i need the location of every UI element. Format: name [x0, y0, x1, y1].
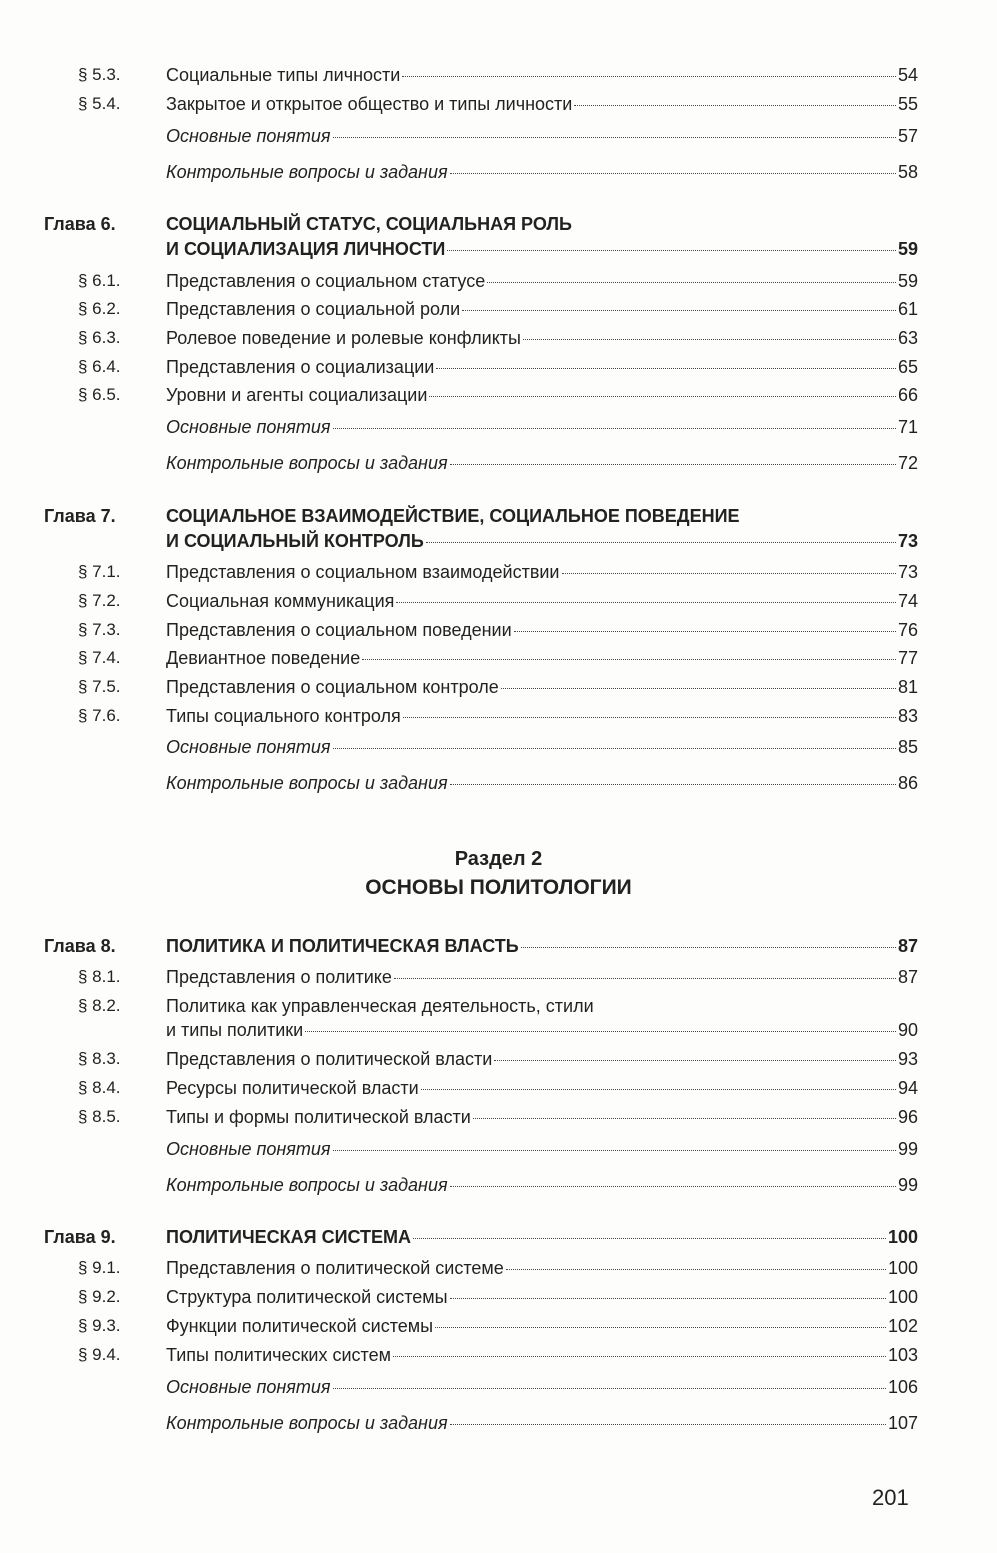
- leader-dots: [403, 717, 896, 718]
- toc-entry-5-3[interactable]: [166, 64, 918, 86]
- toc-entry-7-6[interactable]: [166, 705, 918, 727]
- entry-title: Социальные типы личности: [166, 65, 401, 85]
- chapter-title-line2: И СОЦИАЛИЗАЦИЯ ЛИЧНОСТИ: [166, 239, 446, 259]
- entry-title: Функции политической системы: [166, 1316, 434, 1336]
- entry-page: 107: [887, 1413, 918, 1433]
- toc-entry-ch9-concepts[interactable]: [166, 1376, 918, 1398]
- leader-dots: [450, 1186, 896, 1187]
- toc-entry-9-2[interactable]: [166, 1286, 918, 1308]
- toc-entry-8-1[interactable]: [166, 966, 918, 988]
- entry-page: 100: [887, 1227, 918, 1247]
- chapter-number: Глава 6.: [44, 214, 116, 234]
- leader-dots: [413, 1238, 886, 1239]
- entry-title: Представления о социальном контроле: [166, 677, 499, 697]
- entry-title: Представления о политической системе: [166, 1258, 504, 1278]
- entry-title: Структура политической системы: [166, 1287, 448, 1307]
- entry-title: Девиантное поведение: [166, 648, 361, 668]
- section-number: § 7.5.: [78, 677, 121, 696]
- section-number: § 7.2.: [78, 591, 121, 610]
- entry-page: 103: [887, 1345, 918, 1365]
- entry-page: 106: [887, 1377, 918, 1397]
- toc-entry-ch5-questions[interactable]: [166, 161, 918, 183]
- toc-entry-7-2[interactable]: [166, 590, 918, 612]
- section-number: § 6.5.: [78, 385, 121, 404]
- leader-dots: [450, 464, 896, 465]
- section-number: § 6.1.: [78, 271, 121, 290]
- section-number: § 8.4.: [78, 1078, 121, 1097]
- leader-dots: [421, 1089, 896, 1090]
- section-number: § 9.2.: [78, 1287, 121, 1306]
- entry-title: Контрольные вопросы и задания: [166, 162, 448, 182]
- entry-page: 73: [897, 531, 918, 551]
- leader-dots: [333, 1150, 896, 1151]
- toc-entry-7-4[interactable]: [166, 647, 918, 669]
- entry-title: Типы и формы политической власти: [166, 1107, 471, 1127]
- chapter-number: Глава 9.: [44, 1227, 116, 1247]
- section-number: § 7.1.: [78, 562, 121, 581]
- entry-page: 96: [897, 1107, 918, 1127]
- entry-title: Контрольные вопросы и задания: [166, 453, 448, 473]
- entry-title-line1[interactable]: Политика как управленческая деятельность, стили: [166, 996, 594, 1016]
- leader-dots: [523, 339, 896, 340]
- section-number: § 8.1.: [78, 967, 121, 986]
- entry-title: Основные понятия: [166, 1377, 331, 1397]
- toc-entry-9-1[interactable]: [166, 1257, 918, 1279]
- toc-entry-8-3[interactable]: [166, 1048, 918, 1070]
- leader-dots: [574, 105, 896, 106]
- chapter-title-line1[interactable]: СОЦИАЛЬНОЕ ВЗАИМОДЕЙСТВИЕ, СОЦИАЛЬНОЕ ПОВЕДЕНИЕ: [166, 506, 740, 526]
- leader-dots: [333, 748, 896, 749]
- entry-page: 72: [897, 453, 918, 473]
- entry-title: Контрольные вопросы и задания: [166, 1413, 448, 1433]
- leader-dots: [447, 250, 896, 251]
- entry-page: 99: [897, 1175, 918, 1195]
- section-number: § 8.5.: [78, 1107, 121, 1126]
- leader-dots: [396, 602, 896, 603]
- entry-page: 86: [897, 773, 918, 793]
- leader-dots: [436, 368, 896, 369]
- toc-entry-8-5[interactable]: [166, 1106, 918, 1128]
- entry-page: 55: [897, 94, 918, 114]
- leader-dots: [305, 1031, 896, 1032]
- leader-dots: [402, 76, 896, 77]
- toc-entry-8-2[interactable]: [166, 1019, 918, 1041]
- section-number: § 8.2.: [78, 996, 121, 1015]
- section-number: § 6.3.: [78, 328, 121, 347]
- entry-page: 102: [887, 1316, 918, 1336]
- leader-dots: [487, 282, 896, 283]
- entry-title: Основные понятия: [166, 737, 331, 757]
- toc-entry-6-5[interactable]: [166, 384, 918, 406]
- part-title: ОСНОВЫ ПОЛИТОЛОГИИ: [365, 876, 632, 899]
- entry-page: 73: [897, 562, 918, 582]
- entry-page: 99: [897, 1139, 918, 1159]
- toc-entry-ch5-concepts[interactable]: [166, 125, 918, 147]
- entry-title: Контрольные вопросы и задания: [166, 773, 448, 793]
- entry-page: 76: [897, 620, 918, 640]
- toc-entry-6-4[interactable]: [166, 356, 918, 378]
- section-number: § 7.4.: [78, 648, 121, 667]
- entry-page: 66: [897, 385, 918, 405]
- toc-entry-8-4[interactable]: [166, 1077, 918, 1099]
- section-number: § 5.4.: [78, 94, 121, 113]
- entry-page: 87: [897, 936, 918, 956]
- entry-page: 87: [897, 967, 918, 987]
- entry-title: Представления о политической власти: [166, 1049, 493, 1069]
- leader-dots: [462, 310, 896, 311]
- leader-dots: [450, 1298, 886, 1299]
- leader-dots: [506, 1269, 886, 1270]
- entry-page: 83: [897, 706, 918, 726]
- entry-title: Представления о социальной роли: [166, 299, 461, 319]
- leader-dots: [494, 1060, 896, 1061]
- toc-entry-6-3[interactable]: [166, 327, 918, 349]
- entry-title: Уровни и агенты социализации: [166, 385, 428, 405]
- chapter-title-line1[interactable]: СОЦИАЛЬНЫЙ СТАТУС, СОЦИАЛЬНАЯ РОЛЬ: [166, 214, 572, 234]
- entry-page: 100: [887, 1287, 918, 1307]
- page-number: 201: [872, 1485, 909, 1510]
- entry-page: 54: [897, 65, 918, 85]
- leader-dots: [450, 173, 896, 174]
- entry-page: 77: [897, 648, 918, 668]
- entry-page: 93: [897, 1049, 918, 1069]
- entry-page: 57: [897, 126, 918, 146]
- section-number: § 6.4.: [78, 357, 121, 376]
- entry-title: Ресурсы политической власти: [166, 1078, 419, 1098]
- leader-dots: [501, 688, 896, 689]
- entry-page: 59: [897, 239, 918, 259]
- leader-dots: [450, 1424, 886, 1425]
- chapter-title: ПОЛИТИЧЕСКАЯ СИСТЕМА: [166, 1227, 412, 1247]
- toc-entry-ch6-concepts[interactable]: [166, 416, 918, 438]
- toc-entry-ch8[interactable]: [166, 935, 918, 957]
- toc-entry-7-3[interactable]: [166, 619, 918, 641]
- toc-entry-6-1[interactable]: [166, 270, 918, 292]
- entry-title: Контрольные вопросы и задания: [166, 1175, 448, 1195]
- toc-entry-6-2[interactable]: [166, 298, 918, 320]
- toc-entry-ch9[interactable]: [166, 1226, 918, 1248]
- leader-dots: [393, 1356, 886, 1357]
- section-number: § 9.4.: [78, 1345, 121, 1364]
- entry-page: 58: [897, 162, 918, 182]
- toc-entry-ch7-concepts[interactable]: [166, 736, 918, 758]
- entry-page: 65: [897, 357, 918, 377]
- entry-title: Закрытое и открытое общество и типы личности: [166, 94, 573, 114]
- entry-title: Основные понятия: [166, 126, 331, 146]
- leader-dots: [562, 573, 896, 574]
- entry-page: 100: [887, 1258, 918, 1278]
- entry-title: Представления о социальном поведении: [166, 620, 512, 640]
- section-number: § 6.2.: [78, 299, 121, 318]
- toc-entry-7-5[interactable]: [166, 676, 918, 698]
- leader-dots: [521, 947, 896, 948]
- entry-page: 85: [897, 737, 918, 757]
- chapter-number: Глава 7.: [44, 506, 116, 526]
- toc-entry-9-3[interactable]: [166, 1315, 918, 1337]
- entry-title: Социальная коммуникация: [166, 591, 395, 611]
- chapter-title: ПОЛИТИКА И ПОЛИТИЧЕСКАЯ ВЛАСТЬ: [166, 936, 519, 956]
- toc-entry-ch8-concepts[interactable]: [166, 1138, 918, 1160]
- toc-entry-ch7-questions[interactable]: [166, 772, 918, 794]
- entry-page: 74: [897, 591, 918, 611]
- part-label: Раздел 2: [454, 848, 543, 870]
- section-number: § 5.3.: [78, 65, 121, 84]
- section-number: § 9.1.: [78, 1258, 121, 1277]
- entry-page: 59: [897, 271, 918, 291]
- entry-title: Представления о социализации: [166, 357, 435, 377]
- leader-dots: [435, 1327, 886, 1328]
- leader-dots: [429, 396, 896, 397]
- toc-entry-ch9-questions[interactable]: [166, 1412, 918, 1434]
- toc-entry-ch6-questions[interactable]: [166, 452, 918, 474]
- entry-page: 81: [897, 677, 918, 697]
- entry-title: Ролевое поведение и ролевые конфликты: [166, 328, 521, 348]
- entry-title: Представления о социальном статусе: [166, 271, 486, 291]
- entry-title: Основные понятия: [166, 417, 331, 437]
- section-number: § 7.3.: [78, 620, 121, 639]
- chapter-title-line2: И СОЦИАЛЬНЫЙ КОНТРОЛЬ: [166, 531, 424, 551]
- leader-dots: [514, 631, 896, 632]
- entry-title: Представления о политике: [166, 967, 392, 987]
- leader-dots: [394, 978, 896, 979]
- entry-title: Представления о социальном взаимодействии: [166, 562, 560, 582]
- entry-page: 61: [897, 299, 918, 319]
- toc-entry-ch8-questions[interactable]: [166, 1174, 918, 1196]
- toc-entry-ch6[interactable]: [166, 238, 918, 260]
- toc-entry-7-1[interactable]: [166, 561, 918, 583]
- leader-dots: [333, 428, 896, 429]
- entry-title: Типы политических систем: [166, 1345, 391, 1365]
- entry-title: Основные понятия: [166, 1139, 331, 1159]
- entry-page: 63: [897, 328, 918, 348]
- leader-dots: [473, 1118, 896, 1119]
- section-number: § 7.6.: [78, 706, 121, 725]
- section-number: § 8.3.: [78, 1049, 121, 1068]
- entry-page: 71: [897, 417, 918, 437]
- toc-entry-ch7[interactable]: [166, 530, 918, 552]
- entry-page: 90: [897, 1020, 918, 1040]
- entry-page: 94: [897, 1078, 918, 1098]
- entry-title: Типы социального контроля: [166, 706, 401, 726]
- chapter-number: Глава 8.: [44, 936, 116, 956]
- toc-entry-5-4[interactable]: [166, 93, 918, 115]
- leader-dots: [450, 784, 896, 785]
- leader-dots: [426, 542, 896, 543]
- leader-dots: [362, 659, 896, 660]
- leader-dots: [333, 137, 896, 138]
- leader-dots: [333, 1388, 886, 1389]
- section-number: § 9.3.: [78, 1316, 121, 1335]
- toc-entry-9-4[interactable]: [166, 1344, 918, 1366]
- entry-title-line2: и типы политики: [166, 1020, 304, 1040]
